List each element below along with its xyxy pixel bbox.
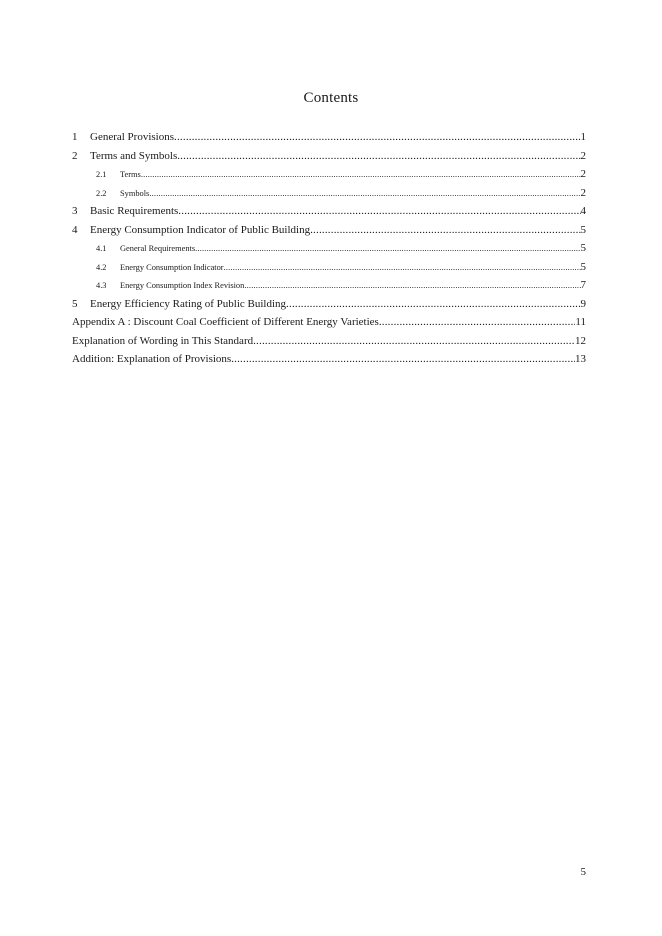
toc-entry-explanation-of-provisions[interactable] (72, 350, 586, 369)
toc-entry-page: 7 (580, 279, 586, 291)
toc-leader-dots (231, 350, 575, 368)
toc-leader-dots (224, 259, 581, 277)
toc-leader-dots (149, 185, 580, 203)
toc-entry-number: 4.3 (96, 281, 107, 290)
toc-entry-page: 12 (575, 334, 586, 347)
toc-entry-number: 4.1 (96, 244, 107, 253)
toc-leader-dots (177, 147, 580, 165)
toc-entry-page: 2 (580, 186, 586, 199)
toc-entry-number: 2 (72, 149, 78, 162)
toc-entry-number: 1 (72, 131, 78, 143)
toc-entry-label: Basic Requirements (90, 205, 179, 217)
toc-entry-number: 3 (72, 205, 78, 217)
toc-entry-energy-efficiency-rating[interactable] (72, 295, 586, 314)
toc-entry-label: Energy Consumption Indicator of Public Building (90, 223, 311, 236)
toc-entry-general-requirements[interactable] (72, 239, 586, 258)
toc-entry-number: 2.2 (96, 188, 107, 198)
toc-entry-page: 2 (580, 168, 586, 180)
toc-entry-page: 5 (580, 242, 586, 254)
toc-entry-label: Terms (120, 170, 141, 179)
toc-entry-terms-and-symbols[interactable] (72, 147, 586, 166)
toc-leader-dots (310, 221, 580, 239)
page-title: Contents (303, 90, 359, 106)
toc-leader-dots (195, 240, 580, 258)
toc-entry-page: 4 (580, 205, 586, 217)
toc-entry-label: Terms and Symbols (90, 149, 178, 162)
toc-leader-dots (244, 277, 580, 295)
toc-entry-basic-requirements[interactable] (72, 202, 586, 221)
page-number: 5 (580, 866, 586, 878)
toc-entry-general-provisions[interactable] (72, 128, 586, 147)
toc-leader-dots (178, 202, 580, 220)
toc-leader-dots (286, 295, 580, 313)
toc-entry-page: 9 (580, 297, 586, 310)
toc-entry-energy-consumption-indicator[interactable] (72, 258, 586, 277)
toc-entry-label: Symbols (120, 188, 150, 198)
toc-leader-dots (174, 128, 580, 146)
toc-entry-page: 13 (575, 353, 586, 365)
toc-entry-number: 4 (72, 223, 78, 236)
toc-entry-page: 5 (580, 260, 586, 273)
table-of-contents (72, 128, 586, 369)
toc-entry-page: 1 (580, 131, 586, 143)
toc-entry-label: Appendix A : Discount Coal Coefficient of Different Energy Varieties (72, 316, 379, 328)
toc-entry-explanation-of-wording[interactable] (72, 332, 586, 351)
toc-entry-label: Energy Consumption Index Revision (120, 281, 245, 290)
toc-entry-label: Energy Consumption Indicator (120, 262, 224, 272)
toc-entry-label: General Requirements (120, 244, 196, 253)
toc-entry-number: 4.2 (96, 262, 107, 272)
toc-entry-label: Energy Efficiency Rating of Public Building (90, 297, 287, 310)
toc-entry-label: Addition: Explanation of Provisions (72, 353, 232, 365)
toc-leader-dots (141, 166, 581, 184)
toc-entry-appendix-a[interactable] (72, 313, 586, 332)
toc-entry-number: 2.1 (96, 170, 107, 179)
toc-entry-page: 5 (580, 223, 586, 236)
toc-entry-label: Explanation of Wording in This Standard (72, 334, 254, 347)
toc-entry-terms[interactable] (72, 165, 586, 184)
toc-entry-number: 5 (72, 297, 78, 310)
toc-entry-label: General Provisions (90, 131, 175, 143)
toc-entry-page: 11 (575, 316, 586, 328)
toc-entry-energy-consumption-index-revision[interactable] (72, 276, 586, 295)
toc-entry-page: 2 (580, 149, 586, 162)
toc-leader-dots (253, 332, 575, 350)
toc-leader-dots (379, 313, 576, 331)
toc-entry-energy-consumption-indicator-of-public-building[interactable] (72, 221, 586, 240)
toc-entry-symbols[interactable] (72, 184, 586, 203)
